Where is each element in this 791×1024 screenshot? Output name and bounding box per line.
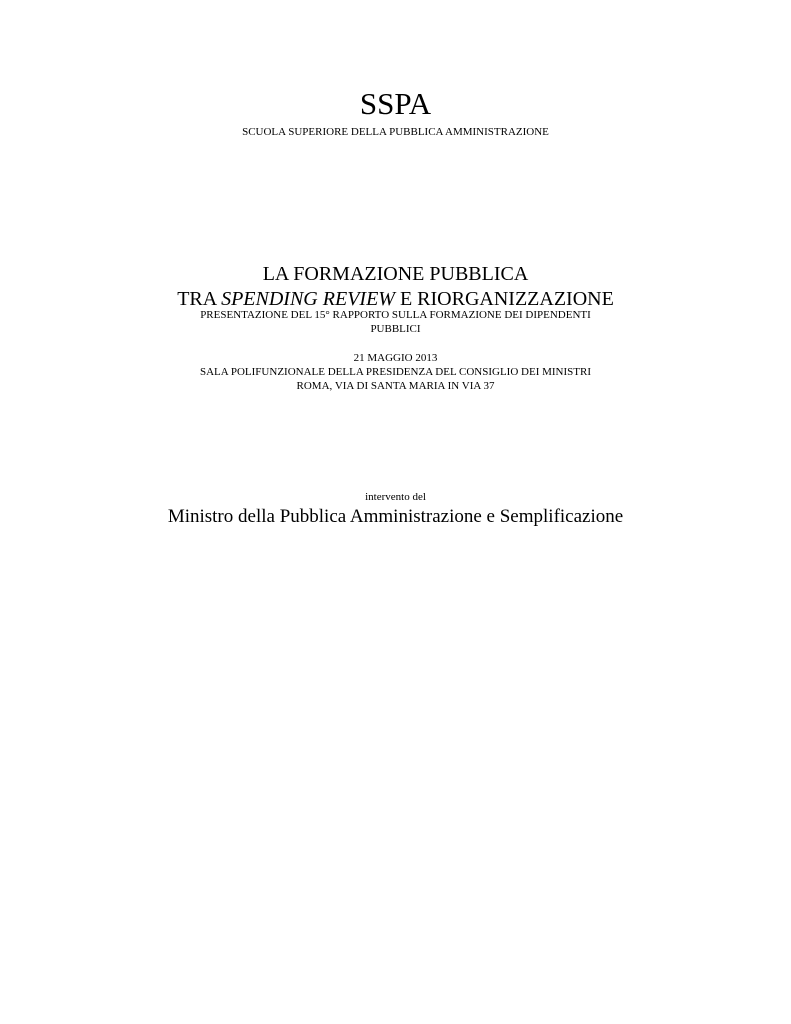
organization-abbreviation: SSPA: [359, 86, 432, 121]
event-date: 21 MAGGIO 2013: [353, 352, 438, 364]
event-venue: SALA POLIFUNZIONALE DELLA PRESIDENZA DEL CONSIGLIO DEI MINISTRI: [200, 366, 591, 378]
document-title-line-1: LA FORMAZIONE PUBBLICA: [262, 263, 529, 285]
speech-intro: intervento del: [365, 491, 426, 503]
title-line-2-suffix: E RIORGANIZZAZIONE: [394, 288, 614, 310]
document-subtitle-line-2: PUBBLICI: [370, 323, 421, 335]
title-line-2-prefix: TRA: [177, 288, 222, 310]
event-address: ROMA, VIA DI SANTA MARIA IN VIA 37: [296, 380, 495, 392]
title-line-2-italic: SPENDING REVIEW: [221, 288, 395, 310]
document-title-line-2: [150, 287, 641, 311]
organization-full-name: SCUOLA SUPERIORE DELLA PUBBLICA AMMINISTRAZIONE: [242, 126, 549, 138]
speaker-title: Ministro della Pubblica Amministrazione e Semplificazione: [167, 506, 624, 527]
document-subtitle-line-1: PRESENTAZIONE DEL 15° RAPPORTO SULLA FORMAZIONE DEI DIPENDENTI: [200, 309, 591, 321]
